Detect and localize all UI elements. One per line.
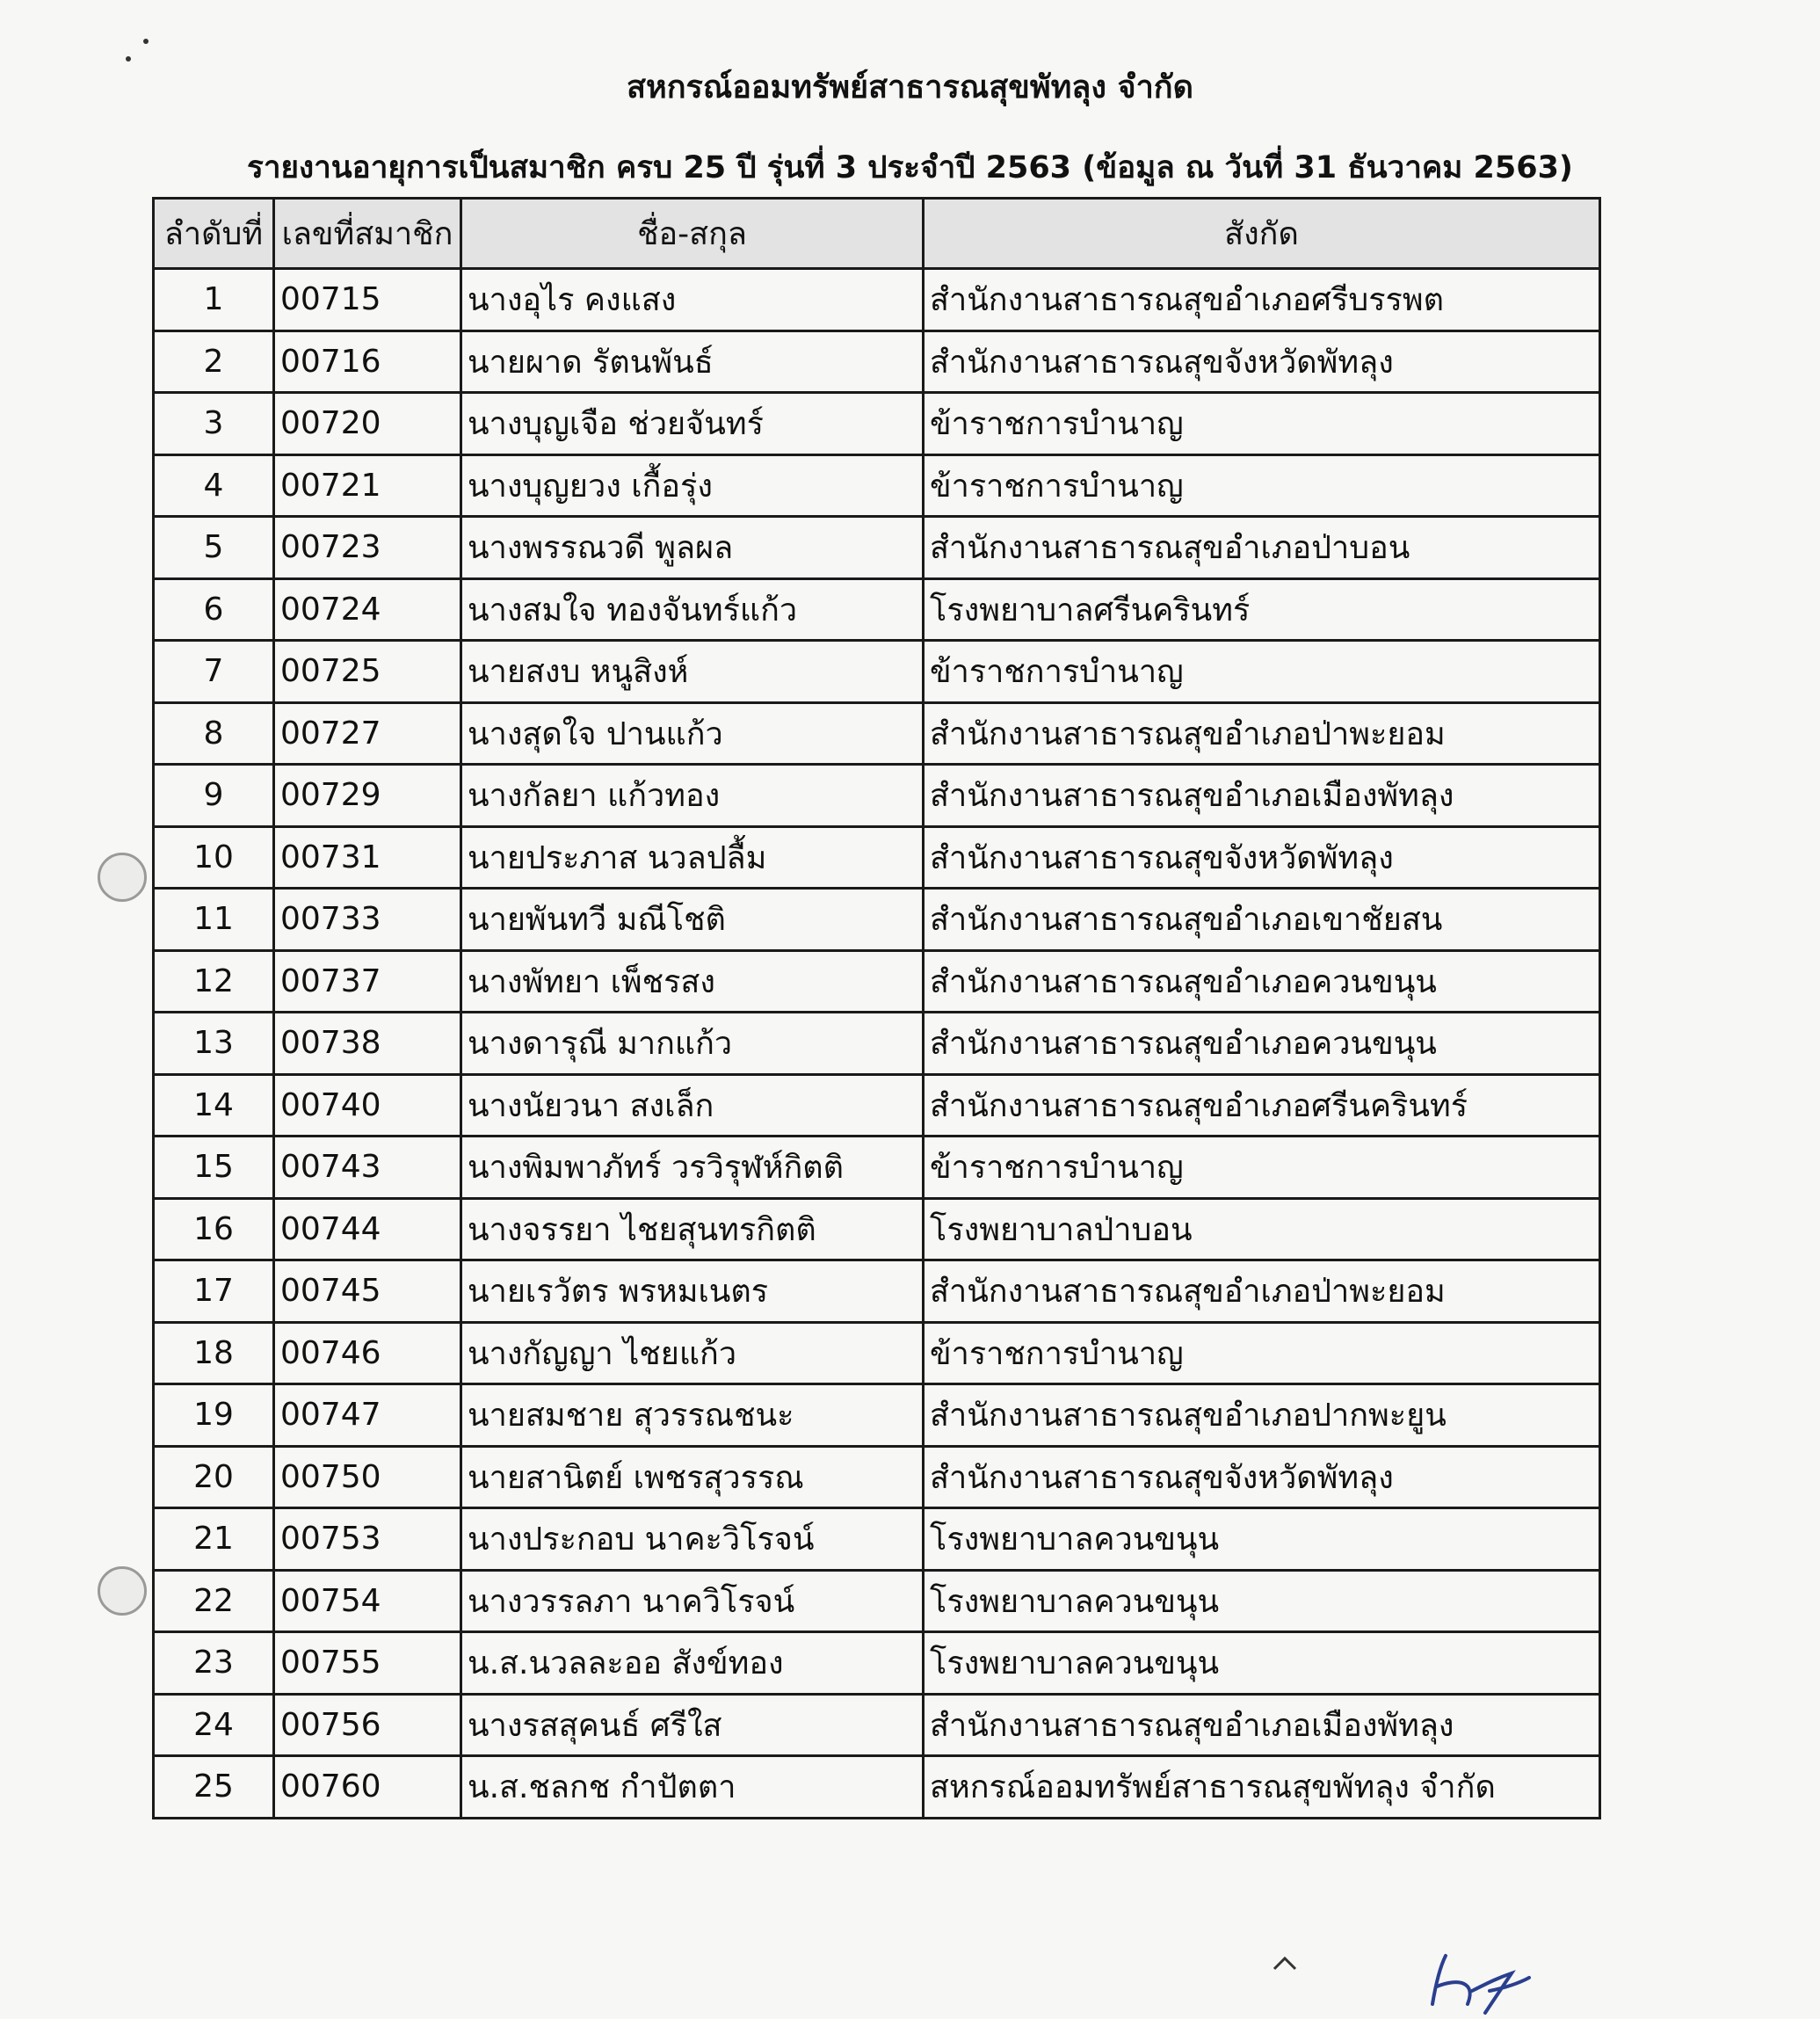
table-row [154,1570,1600,1632]
row-affiliation: โรงพยาบาลควนขนุน [924,1632,1600,1695]
row-affiliation: ข้าราชการบำนาญ [924,454,1600,517]
table-row [154,269,1600,331]
row-order: 10 [154,826,274,889]
punch-hole-bottom [98,1566,147,1616]
row-name: นางอุไร คงแสง [461,269,924,331]
row-order: 14 [154,1074,274,1137]
table-row [154,765,1600,827]
row-order: 16 [154,1198,274,1260]
row-affiliation: ข้าราชการบำนาญ [924,393,1600,455]
row-order: 4 [154,454,274,517]
row-order: 7 [154,641,274,703]
row-member-id: 00720 [274,393,461,455]
row-member-id: 00733 [274,889,461,951]
table-row [154,1013,1600,1075]
table-row [154,889,1600,951]
table-row [154,1756,1600,1819]
row-affiliation: โรงพยาบาลควนขนุน [924,1570,1600,1632]
row-name: นางบุญยวง เกื้อรุ่ง [461,454,924,517]
row-name: นางกัลยา แก้วทอง [461,765,924,827]
row-name: นายผาด รัตนพันธ์ [461,330,924,393]
row-affiliation: สำนักงานสาธารณสุขอำเภอควนขนุน [924,1013,1600,1075]
row-order: 12 [154,950,274,1013]
row-member-id: 00747 [274,1384,461,1447]
row-name: นางวรรลภา นาควิโรจน์ [461,1570,924,1632]
row-affiliation: โรงพยาบาลป่าบอน [924,1198,1600,1260]
row-affiliation: สำนักงานสาธารณสุขอำเภอปากพะยูน [924,1384,1600,1447]
row-order: 5 [154,517,274,579]
row-member-id: 00754 [274,1570,461,1632]
row-member-id: 00737 [274,950,461,1013]
row-order: 8 [154,702,274,765]
row-name: นายสานิตย์ เพชรสุวรรณ [461,1446,924,1508]
header-member-id: เลขที่สมาชิก [274,199,461,269]
row-affiliation: ข้าราชการบำนาญ [924,1322,1600,1384]
row-affiliation: ข้าราชการบำนาญ [924,641,1600,703]
row-name: นางสมใจ ทองจันทร์แก้ว [461,578,924,641]
row-member-id: 00727 [274,702,461,765]
row-member-id: 00750 [274,1446,461,1508]
row-order: 20 [154,1446,274,1508]
table-header-row [154,199,1600,269]
row-order: 17 [154,1260,274,1323]
row-name: นางจรรยา ไชยสุนทรกิตติ [461,1198,924,1260]
row-member-id: 00724 [274,578,461,641]
row-affiliation: สำนักงานสาธารณสุขอำเภอป่าพะยอม [924,702,1600,765]
signature-mark [1265,1951,1617,2019]
table-row [154,1260,1600,1323]
row-affiliation: สำนักงานสาธารณสุขจังหวัดพัทลุง [924,330,1600,393]
row-member-id: 00743 [274,1137,461,1199]
row-name: นายประภาส นวลปลื้ม [461,826,924,889]
row-name: นางพรรณวดี พูลผล [461,517,924,579]
row-order: 15 [154,1137,274,1199]
table-row [154,393,1600,455]
ink-speck [143,39,149,44]
table-row [154,826,1600,889]
row-member-id: 00731 [274,826,461,889]
row-order: 22 [154,1570,274,1632]
row-name: นายเรวัตร พรหมเนตร [461,1260,924,1323]
row-name: นายสงบ หนูสิงห์ [461,641,924,703]
row-order: 23 [154,1632,274,1695]
row-affiliation: สำนักงานสาธารณสุขอำเภอศรีนครินทร์ [924,1074,1600,1137]
row-name: นางสุดใจ ปานแก้ว [461,702,924,765]
row-order: 13 [154,1013,274,1075]
row-order: 18 [154,1322,274,1384]
report-title: รายงานอายุการเป็นสมาชิก ครบ 25 ปี รุ่นที่ 3 ประจำปี 2563 (ข้อมูล ณ วันที่ 31 ธันวาคม 2563) [247,150,1573,185]
punch-hole-top [98,853,147,902]
row-name: นางบุญเจือ ช่วยจันทร์ [461,393,924,455]
row-order: 24 [154,1694,274,1756]
row-member-id: 00746 [274,1322,461,1384]
row-affiliation: สำนักงานสาธารณสุขอำเภอเมืองพัทลุง [924,765,1600,827]
table-row [154,1198,1600,1260]
table-row [154,1137,1600,1199]
row-affiliation: โรงพยาบาลควนขนุน [924,1508,1600,1571]
row-name: นางกัญญา ไชยแก้ว [461,1322,924,1384]
row-affiliation: สำนักงานสาธารณสุขอำเภอเขาชัยสน [924,889,1600,951]
row-name: นางพัทยา เพ็ชรสง [461,950,924,1013]
table-row [154,330,1600,393]
table-row [154,1322,1600,1384]
row-member-id: 00725 [274,641,461,703]
table-row [154,1508,1600,1571]
row-name: นางประกอบ นาคะวิโรจน์ [461,1508,924,1571]
row-order: 9 [154,765,274,827]
row-member-id: 00715 [274,269,461,331]
row-member-id: 00744 [274,1198,461,1260]
row-name: นางพิมพาภัทร์ วรวิรุฬห์กิตติ [461,1137,924,1199]
row-affiliation: ข้าราชการบำนาญ [924,1137,1600,1199]
row-order: 21 [154,1508,274,1571]
table-row [154,578,1600,641]
table-row [154,1074,1600,1137]
row-affiliation: สำนักงานสาธารณสุขอำเภอป่าพะยอม [924,1260,1600,1323]
header-name: ชื่อ-สกุล [461,199,924,269]
row-member-id: 00721 [274,454,461,517]
row-order: 2 [154,330,274,393]
table-row [154,1384,1600,1447]
table-row [154,517,1600,579]
table-row [154,1694,1600,1756]
table-row [154,454,1600,517]
row-member-id: 00760 [274,1756,461,1819]
row-order: 25 [154,1756,274,1819]
row-member-id: 00755 [274,1632,461,1695]
members-table [152,197,1601,1819]
row-order: 3 [154,393,274,455]
initial-mark [1274,1958,1295,1969]
row-order: 6 [154,578,274,641]
row-name: นางดารุณี มากแก้ว [461,1013,924,1075]
row-member-id: 00729 [274,765,461,827]
row-name: นายพันทวี มณีโชติ [461,889,924,951]
row-member-id: 00738 [274,1013,461,1075]
row-order: 1 [154,269,274,331]
row-name: น.ส.ชลกช กำปัตตา [461,1756,924,1819]
row-affiliation: สำนักงานสาธารณสุขอำเภอศรีบรรพต [924,269,1600,331]
table-row [154,641,1600,703]
header-affiliation: สังกัด [924,199,1600,269]
row-affiliation: สำนักงานสาธารณสุขอำเภอป่าบอน [924,517,1600,579]
row-affiliation: สำนักงานสาธารณสุขอำเภอควนขนุน [924,950,1600,1013]
row-affiliation: สำนักงานสาธารณสุขอำเภอเมืองพัทลุง [924,1694,1600,1756]
signature-stroke [1432,1956,1529,2013]
row-name: นายสมชาย สุวรรณชนะ [461,1384,924,1447]
table-row [154,950,1600,1013]
row-name: น.ส.นวลละออ สังข์ทอง [461,1632,924,1695]
row-member-id: 00753 [274,1508,461,1571]
row-order: 19 [154,1384,274,1447]
header-order: ลำดับที่ [154,199,274,269]
row-member-id: 00723 [274,517,461,579]
row-affiliation: สำนักงานสาธารณสุขจังหวัดพัทลุง [924,826,1600,889]
row-affiliation: สำนักงานสาธารณสุขจังหวัดพัทลุง [924,1446,1600,1508]
row-member-id: 00740 [274,1074,461,1137]
row-name: นางนัยวนา สงเล็ก [461,1074,924,1137]
table-row [154,702,1600,765]
row-order: 11 [154,889,274,951]
organization-title: สหกรณ์ออมทรัพย์สาธารณสุขพัทลุง จำกัด [627,69,1193,105]
table-row [154,1632,1600,1695]
row-member-id: 00756 [274,1694,461,1756]
row-member-id: 00716 [274,330,461,393]
row-member-id: 00745 [274,1260,461,1323]
row-affiliation: โรงพยาบาลศรีนครินทร์ [924,578,1600,641]
row-affiliation: สหกรณ์ออมทรัพย์สาธารณสุขพัทลุง จำกัด [924,1756,1600,1819]
row-name: นางรสสุคนธ์ ศรีใส [461,1694,924,1756]
table-row [154,1446,1600,1508]
